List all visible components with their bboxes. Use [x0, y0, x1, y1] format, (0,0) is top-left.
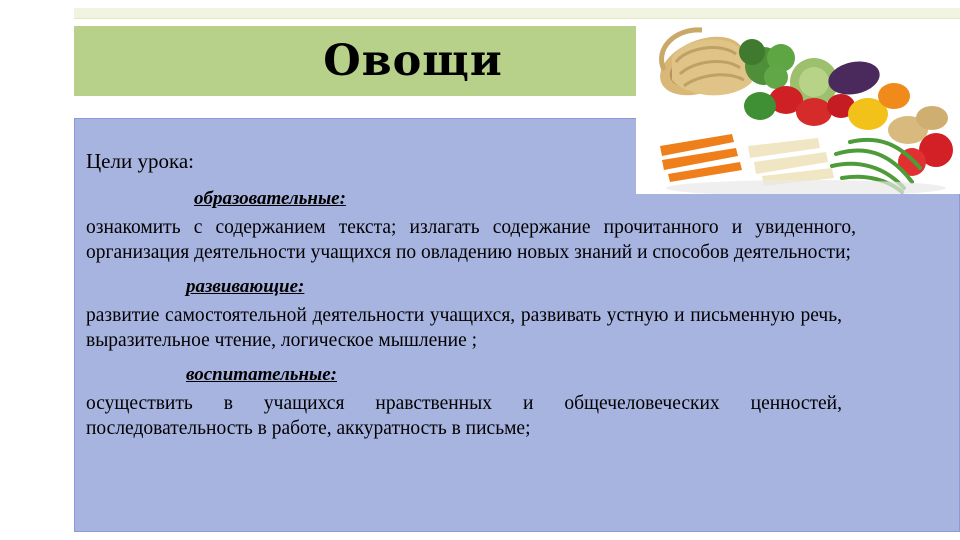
lesson-goals-content — [86, 148, 948, 452]
top-decorative-strip — [74, 8, 960, 19]
section-text-developmental: развитие самостоятельной деятельности учащихся, развивать устную и письменную речь, выразительное чтение, логическое мышление ; — [86, 305, 842, 352]
section-text-educational: ознакомить с содержанием текста; излагать содержание прочитанного и увиденного, организация деятельности учащихся по овладению новых знаний и способов деятельности; — [86, 217, 856, 264]
section-text-upbringing: осуществить в учащихся нравственных и общечеловеческих ценностей, последовательность в работе, аккуратность в письме; — [86, 393, 842, 440]
section-heading-developmental: развивающие: — [186, 276, 305, 298]
goals-lead: Цели урока: — [86, 149, 194, 173]
section-heading-educational: образовательные: — [194, 188, 346, 210]
page-title: Овощи — [323, 36, 503, 86]
section-heading-upbringing: воспитательные: — [186, 364, 337, 386]
